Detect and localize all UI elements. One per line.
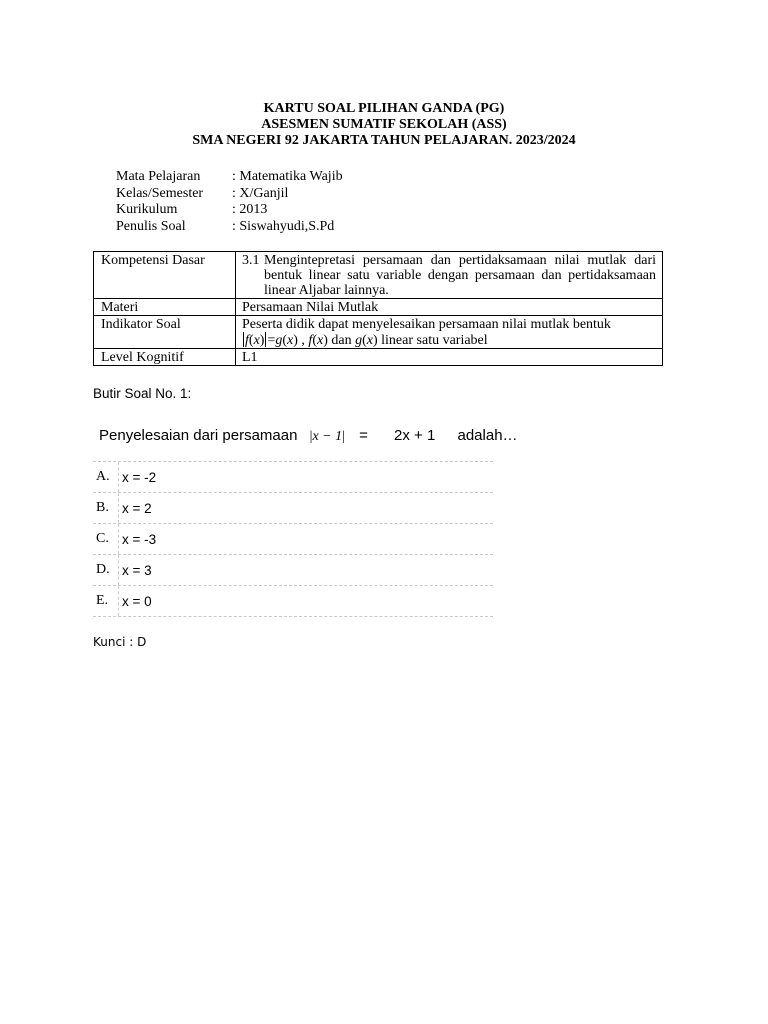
kompetensi-label: Kompetensi Dasar [94,252,236,299]
option-text: x = 2 [122,500,152,516]
option-letter: E. [93,586,119,616]
butir-soal-label: Butir Soal No. 1: [93,386,192,401]
tail-dan: dan [331,333,352,348]
answer-key: Kunci : D [93,635,147,649]
kompetensi-number: 3.1 [242,253,260,268]
level-label: Level Kognitif [94,349,236,366]
option-text: x = -2 [122,469,157,485]
option-letter: A. [93,462,119,492]
tail-f: f [308,333,313,348]
meta-label: Penulis Soal [116,218,186,234]
meta-label: Kurikulum [116,202,178,217]
formula-x2: x [287,333,294,348]
header-school: SMA NEGERI 92 JAKARTA TAHUN PELAJARAN. 2023/2024 [192,133,576,148]
indikator-cell [236,316,663,349]
option-text: x = 3 [122,562,152,578]
question-rhs: 2x + 1 [394,427,436,444]
option-b[interactable] [93,492,493,523]
tail-x2: x [366,333,373,348]
meta-value: : Siswahyudi,S.Pd [232,218,335,234]
question-text [99,427,518,445]
formula-g: g [275,333,283,348]
question-suffix: adalah… [457,427,518,444]
kompetensi-cell [236,252,663,299]
table-row-indikator [94,316,663,349]
table-row-kompetensi [94,252,663,299]
indikator-formula-line: f(x) =g(x) , f(x) dan g(x) linear satu variabel [245,333,488,348]
kompetensi-text: Mengintepretasi persamaan dan pertidaksamaan nilai mutlak dari bentuk linear satu variable dengan persamaan dan pertidaksamaan linear Aljabar lainnya. [264,253,656,298]
formula-x: x [253,333,260,348]
formula-f: f [245,333,249,348]
option-d[interactable] [93,554,493,585]
formula-equals: = [267,333,276,348]
option-letter: C. [93,524,119,554]
question-abs-expression: |x − 1| [309,429,345,444]
meta-info [116,169,343,235]
table-row-materi [94,299,663,316]
meta-row-mata-pelajaran [116,169,343,186]
meta-label: Kelas/Semester [116,185,204,201]
table-row-level [94,349,663,366]
meta-row-penulis-soal [116,219,343,236]
option-text: x = -3 [122,531,157,547]
meta-value: : Matematika Wajib [232,169,343,184]
document-header [0,101,768,149]
materi-label: Materi [94,299,236,316]
tail-rest: linear satu variabel [381,333,488,348]
indikator-label: Indikator Soal [94,316,236,349]
meta-row-kelas-semester [116,186,343,203]
question-equals: = [359,427,368,444]
option-a[interactable] [93,461,493,492]
option-c[interactable] [93,523,493,554]
question-prefix: Penyelesaian dari persamaan [99,427,298,444]
level-value: L1 [236,349,663,366]
materi-value: Persamaan Nilai Mutlak [236,299,663,316]
meta-label: Mata Pelajaran [116,169,201,184]
abs-inner: x − 1 [312,429,343,444]
option-e[interactable] [93,585,493,617]
tail-g: g [355,333,363,348]
info-table [93,251,663,366]
meta-row-kurikulum [116,202,343,219]
tail-x: x [316,333,324,348]
header-subtitle: ASESMEN SUMATIF SEKOLAH (ASS) [261,117,507,132]
meta-value: : X/Ganjil [232,185,289,201]
option-letter: B. [93,493,119,523]
meta-value: : 2013 [232,202,268,217]
answer-options [93,461,493,617]
abs-bar-left [243,332,244,347]
option-letter: D. [93,555,119,585]
option-text: x = 0 [122,593,152,609]
header-title: KARTU SOAL PILIHAN GANDA (PG) [263,101,505,116]
indikator-text: Peserta didik dapat menyelesaikan persamaan nilai mutlak bentuk [242,317,611,332]
